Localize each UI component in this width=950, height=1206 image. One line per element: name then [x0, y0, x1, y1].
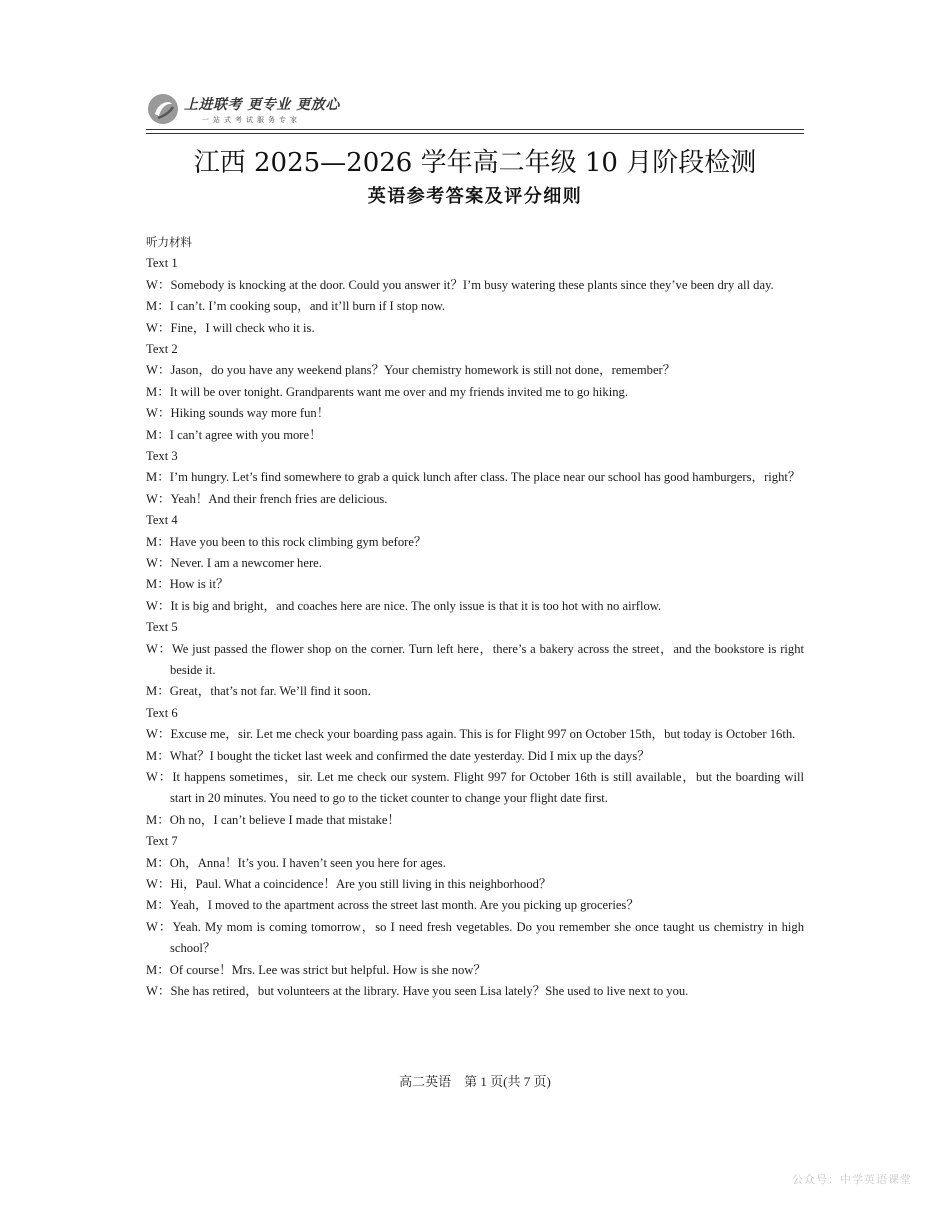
text-heading: Text 5 — [146, 620, 178, 635]
header-rule-thin — [146, 133, 804, 134]
dialogue-line — [146, 853, 804, 874]
speaker-label: M： — [146, 299, 170, 314]
speaker-label: M： — [146, 427, 170, 442]
dialogue-text: It happens sometimes，sir. Let me check our system. Flight 997 for October 16th is still available，but the boarding will start in 20 minutes. You need to go to the ticket counter to change your flight date first. — [170, 770, 804, 806]
dialogue-text: Jason，do you have any weekend plans？Your chemistry homework is still not done，remember？ — [170, 363, 676, 378]
text-heading: Text 7 — [146, 834, 178, 849]
speaker-label: M： — [146, 577, 170, 592]
speaker-label: W： — [146, 641, 172, 656]
dialogue-text: She has retired，but volunteers at the library. Have you seen Lisa lately？She used to live next to you. — [170, 984, 689, 999]
dialogue-line — [146, 489, 804, 510]
dialogue-text: I can’t agree with you more！ — [169, 427, 322, 442]
speaker-label: W： — [146, 727, 171, 742]
text-heading: Text 3 — [146, 449, 178, 464]
dialogue-text: We just passed the flower shop on the corner. Turn left here，there’s a bakery across the street，and the bookstore is right beside it. — [170, 641, 804, 678]
brand-sub-slogan: 一站式考试服务专家 — [202, 116, 301, 124]
speaker-label: W： — [146, 984, 171, 999]
speaker-label: W： — [146, 556, 171, 571]
dialogue-line — [146, 981, 804, 1002]
dialogue-line — [146, 596, 804, 617]
dialogue-line — [146, 874, 804, 895]
dialogue-line — [146, 810, 804, 831]
page-footer: 高二英语 第 1 页(共 7 页) — [399, 1074, 551, 1089]
dialogue-line — [146, 574, 804, 595]
dialogue-line — [146, 532, 804, 553]
page-header — [146, 88, 804, 134]
dialogue-text: What？I bought the ticket last week and confirmed the date yesterday. Did I mix up the days？ — [169, 748, 650, 763]
speaker-label: W： — [146, 491, 171, 506]
speaker-label: W： — [146, 277, 171, 292]
dialogue-text: Of course！Mrs. Lee was strict but helpful. How is she now？ — [169, 962, 486, 977]
dialogue-text: Fine，I will check who it is. — [170, 320, 315, 335]
speaker-label: M： — [146, 962, 170, 977]
document-title: 江西 2025—2026 学年高二年级 10 月阶段检测 — [193, 148, 757, 178]
speaker-label: M： — [146, 855, 170, 870]
dialogue-line — [146, 382, 804, 403]
speaker-label: W： — [146, 770, 173, 785]
speaker-label: M： — [146, 812, 170, 827]
dialogue-text: Excuse me，sir. Let me check your boarding pass again. This is for Flight 997 on October 15th，but today is October 16th. — [170, 727, 796, 742]
dialogue-line — [146, 895, 804, 916]
speaker-label: W： — [146, 363, 171, 378]
speaker-label: M： — [146, 898, 170, 913]
dialogue-text: Yeah. My mom is coming tomorrow，so I need fresh vegetables. Do you remember she once taught us chemistry in high school？ — [170, 919, 804, 956]
dialogue-line — [146, 553, 804, 574]
speaker-label: W： — [146, 598, 171, 613]
speaker-label: W： — [146, 406, 171, 421]
dialogue-text: How is it？ — [169, 577, 229, 592]
dialogue-line — [146, 917, 804, 960]
speaker-label: M： — [146, 534, 170, 549]
brand-logo-icon — [146, 92, 180, 126]
header-rule-thick — [146, 129, 804, 130]
speaker-label: W： — [146, 919, 173, 934]
dialogue-text: Hiking sounds way more fun！ — [170, 406, 330, 421]
watermark: 公众号：中学英语课堂 — [792, 1173, 912, 1186]
dialogue-text: It is big and bright，and coaches here are nice. The only issue is that it is too hot with no airflow. — [170, 598, 662, 613]
speaker-label: M： — [146, 748, 170, 763]
dialogue-text: Oh no，I can’t believe I made that mistake！ — [169, 812, 401, 827]
dialogue-text: I can’t. I’m cooking soup，and it’ll burn if I stop now. — [169, 299, 446, 314]
dialogue-line — [146, 360, 804, 381]
dialogue-text: Yeah！And their french fries are delicious. — [170, 491, 388, 506]
dialogue-line — [146, 296, 804, 317]
dialogue-line — [146, 425, 804, 446]
dialogue-text: Have you been to this rock climbing gym before？ — [169, 534, 427, 549]
text-heading: Text 6 — [146, 705, 178, 720]
dialogue-line — [146, 467, 804, 488]
dialogue-line — [146, 724, 804, 745]
dialogue-line — [146, 275, 804, 296]
dialogue-line — [146, 746, 804, 767]
text-heading: Text 1 — [146, 256, 178, 271]
dialogue-line — [146, 403, 804, 424]
dialogue-line — [146, 639, 804, 682]
dialogue-text: It will be over tonight. Grandparents want me over and my friends invited me to go hiking. — [169, 384, 628, 399]
transcript-body — [146, 253, 804, 1002]
dialogue-text: Somebody is knocking at the door. Could you answer it？I’m busy watering these plants since they’ve been dry all day. — [170, 277, 774, 292]
text-heading: Text 2 — [146, 342, 178, 356]
brand-slogan: 上进联考 更专业 更放心 — [184, 97, 340, 113]
document-subtitle: 英语参考答案及评分细则 — [367, 186, 583, 207]
dialogue-text: Never. I am a newcomer here. — [170, 556, 322, 571]
dialogue-text: Oh，Anna！It’s you. I haven’t seen you here for ages. — [169, 855, 446, 870]
dialogue-text: Yeah，I moved to the apartment across the street last month. Are you picking up groceries？ — [169, 898, 639, 913]
speaker-label: W： — [146, 877, 171, 892]
speaker-label: M： — [146, 470, 170, 485]
dialogue-line — [146, 318, 804, 339]
dialogue-text: Hi，Paul. What a coincidence！Are you still living in this neighborhood？ — [170, 877, 552, 892]
listening-transcript — [146, 232, 804, 1003]
text-heading: Text 4 — [146, 513, 178, 528]
dialogue-line — [146, 681, 804, 702]
section-label: 听力材料 — [146, 235, 192, 249]
dialogue-text: Great，that’s not far. We’ll find it soon. — [169, 684, 371, 699]
dialogue-text: I’m hungry. Let’s find somewhere to grab a quick lunch after class. The place near our school has good hamburgers，right？ — [169, 470, 801, 485]
speaker-label: M： — [146, 384, 170, 399]
speaker-label: W： — [146, 320, 171, 335]
dialogue-line — [146, 767, 804, 810]
speaker-label: M： — [146, 684, 170, 699]
dialogue-line — [146, 960, 804, 981]
